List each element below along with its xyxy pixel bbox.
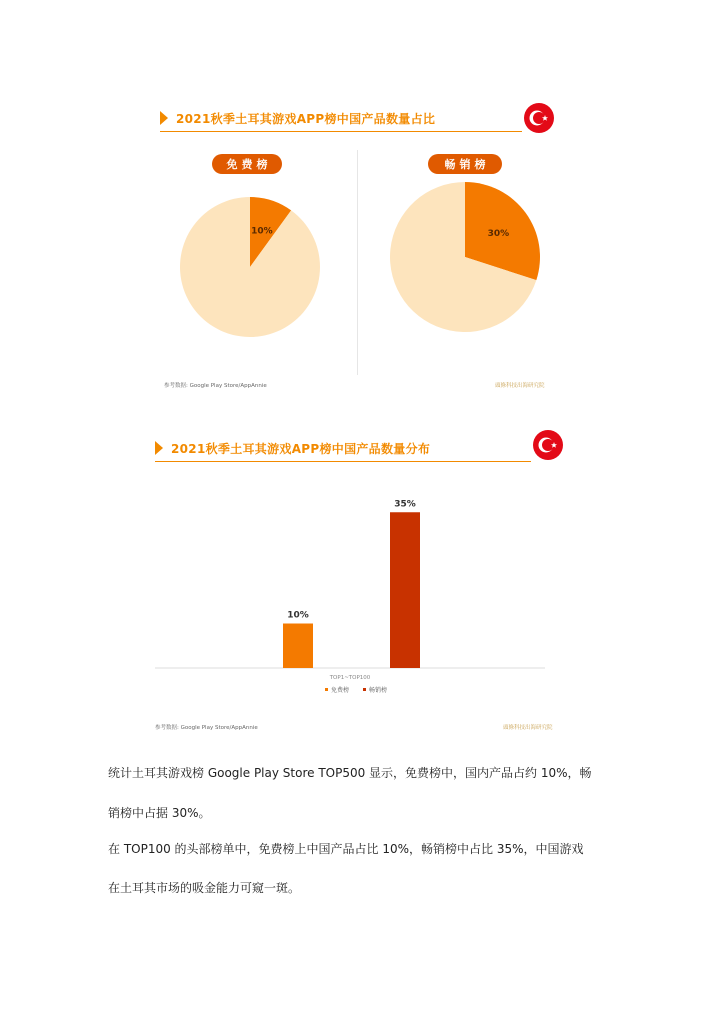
bar: [283, 624, 313, 669]
free-chart-label: 免费榜: [212, 154, 282, 174]
paragraph-line: 统计土耳其游戏榜 Google Play Store TOP500 显示，免费榜中，国内产品占约 10%，畅: [108, 766, 592, 780]
data-source: 参考数据: Google Play Store/AppAnnie: [164, 383, 267, 389]
legend-label: 免费榜: [331, 687, 350, 694]
pie-slice: [180, 197, 320, 337]
legend-label: 畅销榜: [369, 687, 388, 694]
brand-label: 頭條科技出海研究院: [495, 383, 545, 389]
bar-value-label: 10%: [287, 610, 309, 621]
chart-title: 2021秋季土耳其游戏APP榜中国产品数量分布: [171, 441, 431, 456]
category-tick-label: TOP1~TOP100: [329, 675, 371, 681]
legend-swatch: [363, 688, 366, 691]
paragraph-line: 在土耳其市场的吸金能力可窥一斑。: [108, 881, 301, 895]
pie-charts: [150, 95, 565, 400]
chart-title: 2021秋季土耳其游戏APP榜中国产品数量占比: [176, 111, 436, 126]
grossing-chart-label: 畅销榜: [428, 154, 502, 174]
data-source: 参考数据: Google Play Store/AppAnnie: [155, 725, 258, 731]
slice-label: 30%: [487, 228, 510, 239]
bar-chart: [145, 425, 575, 740]
bar-value-label: 35%: [394, 499, 416, 510]
legend-swatch: [325, 688, 328, 691]
bar: [390, 512, 420, 668]
slice-label: 10%: [251, 226, 273, 237]
brand-label: 頭條科技出海研究院: [503, 725, 553, 731]
paragraph-line: 在 TOP100 的头部榜单中，免费榜上中国产品占比 10%，畅销榜中占比 35%，中国游戏: [108, 842, 584, 856]
paragraph-line: 销榜中占据 30%。: [108, 806, 211, 820]
pie-chart-panel: [150, 95, 565, 400]
bar-chart-panel: [145, 425, 575, 740]
